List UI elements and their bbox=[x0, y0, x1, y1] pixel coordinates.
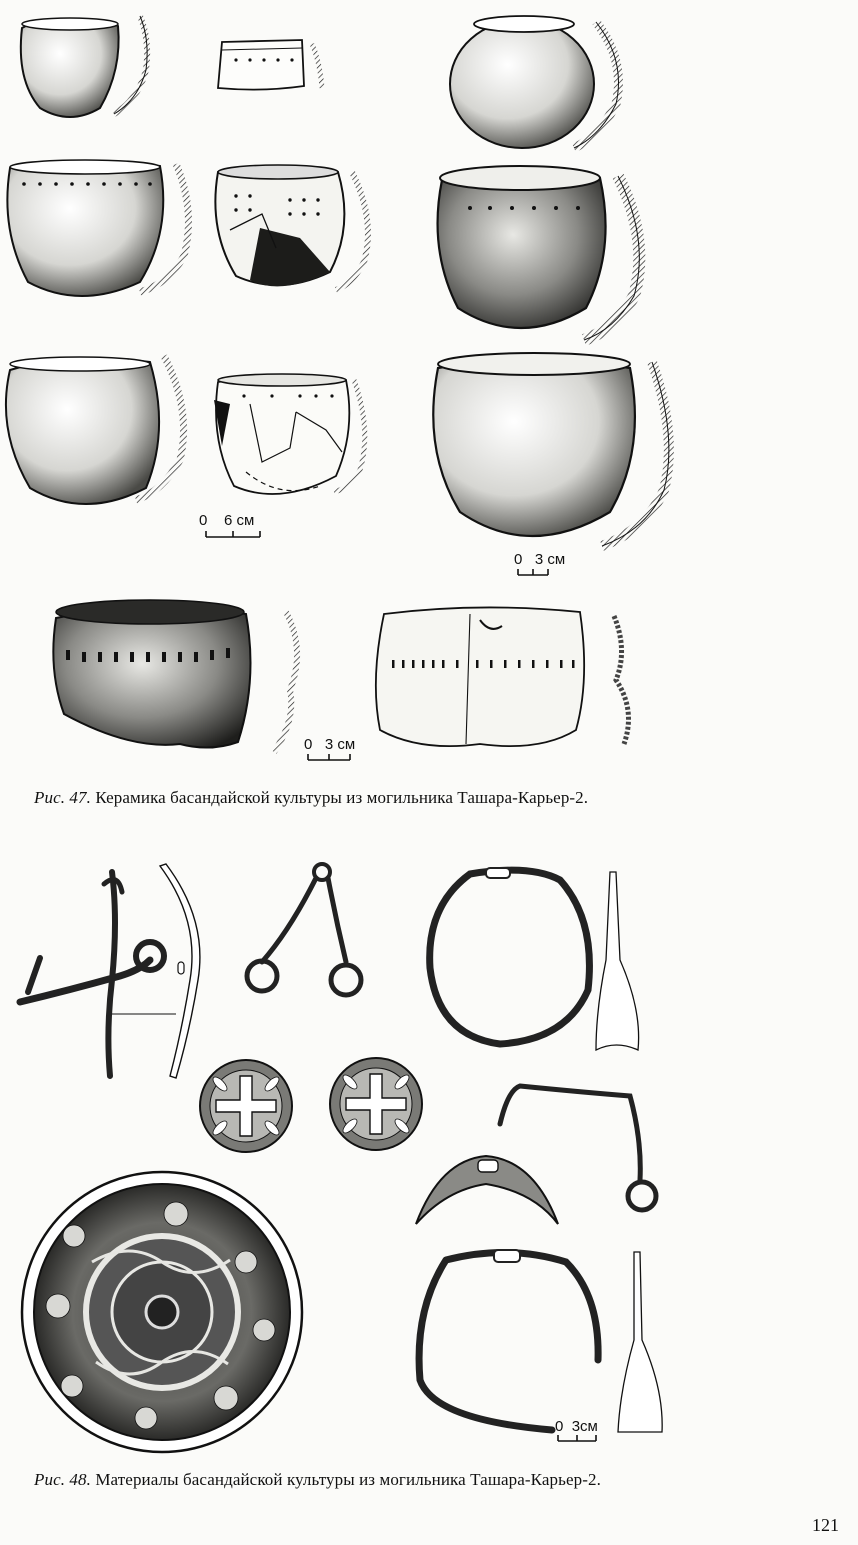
rosette-plaques bbox=[200, 1058, 422, 1152]
figure-47-caption bbox=[34, 788, 588, 808]
bit-iron bbox=[20, 872, 164, 1076]
scale-6cm-label bbox=[199, 512, 254, 529]
pot-5 bbox=[215, 165, 344, 286]
pot-1 bbox=[21, 18, 119, 117]
figure-48-caption bbox=[34, 1470, 601, 1490]
stirrup-1-profile bbox=[596, 872, 639, 1050]
figure-48-label: Рис. 48. bbox=[34, 1470, 91, 1489]
scale-3cm-right-label bbox=[514, 551, 565, 568]
scale-6cm-zero: 0 bbox=[199, 512, 208, 529]
page-number: 121 bbox=[812, 1515, 839, 1535]
pot-4 bbox=[7, 160, 163, 296]
scale-bar-3cm-right bbox=[518, 569, 548, 575]
crescent-plate bbox=[416, 1156, 558, 1224]
scale-3cm-bottom-zero: 0 bbox=[304, 736, 313, 753]
stirrup-2-profile bbox=[618, 1252, 662, 1432]
scale-bar-3cm-fig48 bbox=[558, 1435, 596, 1441]
scale-fig48-label bbox=[555, 1418, 598, 1435]
scale-bar-3cm-bottom bbox=[308, 754, 350, 760]
scale-3cm-right-zero: 0 bbox=[514, 551, 523, 568]
pot-7 bbox=[6, 357, 159, 504]
buckle-stirrup-1 bbox=[430, 868, 590, 1044]
pot-9 bbox=[433, 353, 635, 536]
scale-3cm-bottom-label bbox=[304, 736, 355, 753]
buckle-stirrup-2 bbox=[419, 1250, 598, 1430]
scale-6cm-value: 6 см bbox=[224, 512, 255, 529]
pot-10 bbox=[53, 600, 250, 748]
pot-2-fragment bbox=[218, 40, 304, 90]
scale-3cm-right-value: 3 см bbox=[534, 551, 566, 568]
scale-fig48-value: 3см bbox=[571, 1418, 598, 1435]
pot-6 bbox=[438, 166, 606, 328]
bronze-mirror bbox=[22, 1172, 302, 1452]
pot-3 bbox=[450, 16, 594, 148]
scale-3cm-bottom-value: 3 см bbox=[324, 736, 356, 753]
scale-bar-6cm bbox=[206, 531, 260, 537]
figure-47-label: Рис. 47. bbox=[34, 788, 91, 807]
pot-11 bbox=[376, 607, 584, 746]
snaffle-bit bbox=[247, 864, 361, 995]
figure-48-text: Материалы басандайской культуры из могильника Ташара-Карьер-2. bbox=[95, 1470, 601, 1489]
pot-8-fragments bbox=[214, 374, 349, 494]
scale-fig48-zero: 0 bbox=[555, 1418, 564, 1435]
figure-47-text: Керамика басандайской культуры из могильника Ташара-Карьер-2. bbox=[95, 788, 589, 807]
